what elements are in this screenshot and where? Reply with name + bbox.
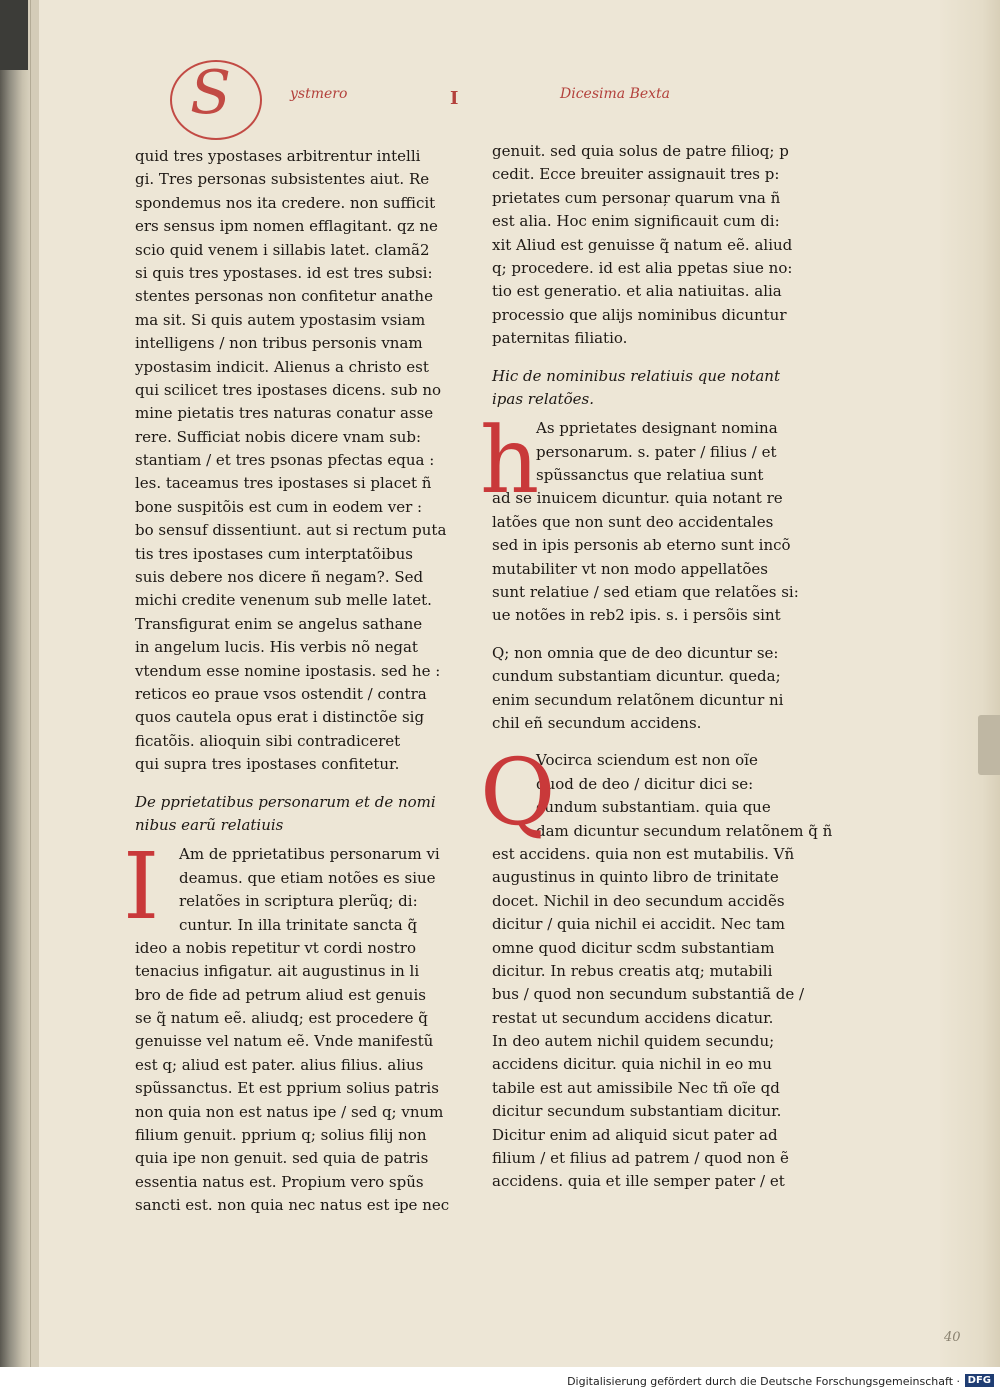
funding-notice: Digitalisierung gefördert durch die Deutsche Forschungsgemeinschaft · [567,1375,960,1388]
right-paragraph-1 [492,140,793,351]
text-line: ypostasim indicit. Alienus a christo est [135,357,429,376]
right-column [480,140,833,1194]
text-line: cundum substantiam. quia que [536,798,771,817]
text-line: relatões in scriptura plerũq; di: [179,892,418,911]
text-line: accidens dicitur. quia nichil in eo mu [492,1055,772,1074]
text-line: cundum substantiam dicuntur. queda; [492,667,781,686]
text-line: filium genuit. pprium q; solius filij non [135,1126,427,1145]
text-line: Am de pprietatibus personarum vi [179,845,440,864]
text-line: Dicitur enim ad aliquid sicut pater ad [492,1125,778,1144]
text-line: michi credite venenum sub melle latet. [135,591,432,610]
right-heading [492,365,782,412]
text-line: ma sit. Si quis autem ypostasim vsiam [135,310,426,329]
text-line: augustinus in quinto libro de trinitate [492,868,779,887]
page-number: 40 [944,1330,961,1345]
text-line: q; procedere. id est alia ppetas siue no: [492,258,793,277]
text-line: filium / et filius ad patrem / quod non ẽ [492,1149,789,1168]
header-left: ystmero [290,86,348,102]
text-line: quia ipe non genuit. sed quia de patris [135,1149,429,1168]
text-line: ue notões in reb2 ipis. s. i persõis sint [492,606,781,625]
text-line: intelligens / non tribus personis vnam [135,334,423,353]
text-line: gi. Tres personas subsistentes aiut. Re [135,170,430,189]
text-line: bro de fide ad petrum aliud est genuis [135,985,426,1004]
text-line: quid tres ypostases arbitrentur intelli [135,147,421,165]
drop-initial-q: Q [480,739,556,847]
text-line: se q̃ natum eẽ. aliudq; est procedere q̃ [135,1009,428,1028]
text-line: mine pietatis tres naturas conatur asse [135,404,434,423]
text-line: omne quod dicitur scdm substantiam [492,938,775,957]
text-line: stantiam / et tres psonas pfectas equa : [135,451,435,470]
dfg-logo: DFG [965,1374,994,1387]
text-line: cuntur. In illa trinitate sancta q̃ [179,915,418,934]
text-line: De pprietatibus personarum et de nomi [135,792,436,811]
text-line: enim secundum relatõnem dicuntur ni [492,690,784,709]
spine-band [0,0,28,70]
text-line: ad se inuicem dicuntur. quia notant re [492,489,783,508]
text-line: bus / quod non secundum substantiã de / [492,985,805,1004]
text-line: qui scilicet tres ipostases dicens. sub no [135,380,442,399]
text-line: chil eñ secundum accidens. [492,713,702,732]
text-line: ipas relatões. [492,389,594,408]
text-line: dicitur. In rebus creatis atq; mutabili [492,961,773,980]
text-line: est accidens. quia non est mutabilis. Vñ [492,844,795,863]
text-line: In deo autem nichil quidem secundu; [492,1032,775,1051]
text-line: mutabiliter vt non modo appellatões [492,559,768,578]
text-line: personarum. s. pater / filius / et [536,442,777,461]
header-right: Dicesima Bexta [560,86,671,102]
text-line: sancti est. non quia nec natus est ipe nec [135,1196,450,1215]
text-line: sed in ipis personis ab eterno sunt incõ [492,536,791,555]
left-heading [135,791,435,838]
text-line: docet. Nichil in deo secundum accidẽs [492,891,785,910]
text-line: spũssanctus que relatiua sunt [536,466,764,485]
running-header [170,50,750,140]
text-line: si quis tres ypostases. id est tres subsi: [135,263,433,282]
text-line: sunt relatiue / sed etiam que relatões si: [492,583,799,602]
text-line: dam dicuntur secundum relatõnem q̃ ñ [536,821,833,840]
text-line: dicitur / quia nichil ei accidit. Nec tam [492,915,786,934]
text-line: ficatõis. alioquin sibi contradiceret [135,731,401,750]
text-line: Transfigurat enim se angelus sathane [135,614,423,633]
text-line: As pprietates designant nomina [536,419,778,438]
text-line: spondemus nos ita credere. non sufficit [135,193,436,212]
text-line: essentia natus est. Propium vero spũs [135,1172,424,1191]
left-paragraph-1 [135,145,447,777]
text-line: tabile est aut amissibile Nec tñ oĩe qd [492,1078,780,1097]
text-line: scio quid venem i sillabis latet. clamã2 [135,240,430,259]
text-line: ers sensus ipm nomen efflagitant. qz ne [135,217,438,236]
text-line: prietates cum personaŗ quarum vna ñ [492,188,781,207]
text-line: tis tres ipostases cum interptatõibus [135,544,413,563]
text-line: genuisse vel natum eẽ. Vnde manifestũ [135,1032,434,1051]
text-line: in angelum lucis. His verbis nõ negat [135,638,418,657]
text-line: bo sensuf dissentiunt. aut si rectum puta [135,521,447,540]
text-line: genuit. sed quia solus de patre filioq; p [492,142,789,160]
text-line: suis debere nos dicere ñ negam?. Sed [135,568,424,587]
text-line: cedit. Ecce breuiter assignauit tres p: [492,165,780,184]
page-edge [940,0,1000,1367]
text-line: latões que non sunt deo accidentales [492,512,774,531]
text-line: quod de deo / dicitur dici se: [536,774,754,793]
text-line: dicitur secundum substantiam dicitur. [492,1102,782,1121]
left-column [123,145,450,1218]
drop-initial-i: I [123,833,160,941]
left-paragraph-2 [123,833,450,1217]
text-line: restat ut secundum accidens dicatur. [492,1008,774,1027]
text-line: bone suspitõis est cum in eodem ver : [135,497,423,516]
book-spine [0,0,32,1367]
right-paragraph-4 [480,739,833,1193]
text-line: stentes personas non confitetur anathe [135,287,433,306]
right-paragraph-3 [492,642,782,736]
right-paragraph-2 [480,407,799,628]
text-line: vtendum esse nomine ipostasis. sed he : [135,661,441,680]
text-line: accidens. quia et ille semper pater / et [492,1172,785,1191]
text-line: reticos eo praue vsos ostendit / contra [135,684,427,703]
text-line: ideo a nobis repetitur vt cordi nostro [135,938,416,957]
text-line: Q; non omnia que de deo dicuntur se: [492,643,779,662]
text-line: nibus earũ relatiuis [135,815,284,834]
text-line: rere. Sufficiat nobis dicere vnam sub: [135,427,422,446]
header-initial: S [190,58,232,128]
drop-initial-h: h [480,407,540,515]
text-line: les. taceamus tres ipostases si placet ñ [135,474,432,493]
text-line: est q; aliud est pater. alius filius. alius [135,1055,424,1074]
text-line: tio est generatio. et alia natiuitas. alia [492,282,782,301]
text-line: spũssanctus. Et est pprium solius patris [135,1079,439,1098]
header-middle: I [450,88,459,109]
text-line: deamus. que etiam notões es siue [179,868,436,887]
text-line: est alia. Hoc enim significauit cum di: [492,212,780,231]
text-line: qui supra tres ipostases confitetur. [135,755,400,774]
text-line: paternitas filiatio. [492,329,628,348]
text-line: Hic de nominibus relatiuis que notant [492,366,780,385]
footer-bar [0,1367,1000,1397]
text-line: processio que alijs nominibus dicuntur [492,305,787,324]
facing-leaf-edge [30,0,39,1367]
text-line: Vocirca sciendum est non oĩe [536,751,758,770]
text-line: quos cautela opus erat i distinctõe sig [135,708,425,727]
text-line: tenacius infigatur. ait augustinus in li [135,962,420,981]
text-line: xit Aliud est genuisse q̃ natum eẽ. aliud [492,235,793,254]
text-line: non quia non est natus ipe / sed q; vnum [135,1102,444,1121]
page-tab [978,715,1000,775]
